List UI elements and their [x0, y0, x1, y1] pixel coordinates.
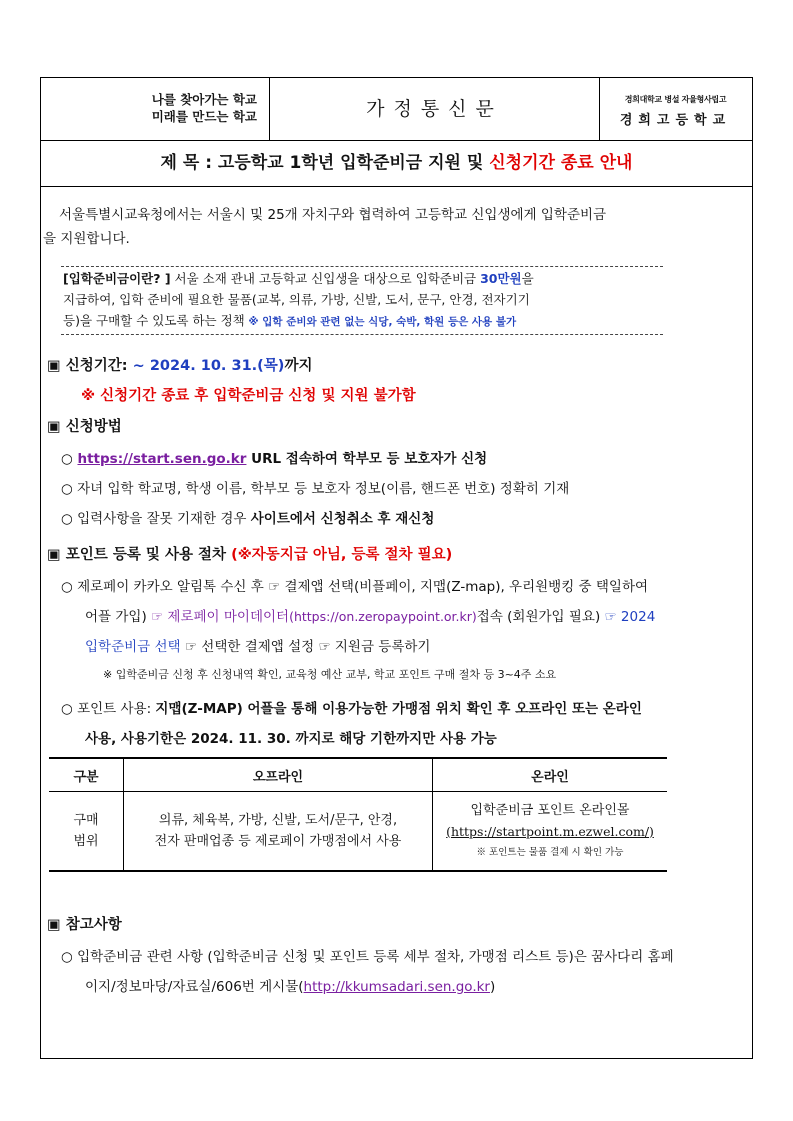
- points-step-year: 2024: [616, 609, 656, 625]
- row-label-line: 범위: [73, 834, 99, 849]
- points-step-select: 입학준비금 선택: [85, 639, 181, 655]
- intro-line-2: 을 지원합니다.: [43, 231, 130, 247]
- points-use-bold: 지맵(Z-MAP) 어플을 통해 이용가능한 가맹점 위치 확인 후 오프라인 또는 온라인: [155, 701, 642, 717]
- square-bullet-icon: ▣: [47, 547, 61, 563]
- definition-note: ※ 입학 준비와 관련 없는 식당, 숙박, 학원 등은 사용 불가: [244, 316, 517, 328]
- finger-icon: ☞: [268, 579, 281, 595]
- method-item-3-text: 입력사항을 잘못 기재한 경우: [77, 511, 251, 527]
- finger-icon: ☞: [184, 639, 197, 655]
- school-info: [599, 78, 752, 140]
- offline-cell: [124, 792, 433, 872]
- method-item-3: [61, 507, 434, 527]
- circle-bullet-icon: ○: [61, 579, 73, 595]
- definition-text-2: 을: [521, 271, 534, 286]
- reference-heading: [47, 913, 122, 934]
- period-suffix: 까지: [284, 358, 313, 374]
- online-line: 입학준비금 포인트 온라인몰: [470, 802, 630, 818]
- reference-text: ): [489, 979, 496, 995]
- school-name: 경희고등학교: [619, 113, 732, 128]
- finger-icon: ☞: [318, 639, 331, 655]
- school-subtitle: 경희대학교 병설 자율형사립고: [624, 95, 727, 104]
- square-bullet-icon: ▣: [47, 358, 61, 374]
- header: [41, 78, 752, 141]
- definition-label: [입학준비금이란? ]: [63, 271, 171, 286]
- points-step-line-3: [85, 635, 430, 655]
- reference-line-1: [61, 945, 674, 965]
- online-cell: [433, 792, 668, 872]
- points-use-line-2: 사용, 사용기한은 2024. 11. 30. 까지로 해당 기한까지만 사용 가능: [85, 731, 497, 747]
- intro-line-1: 서울특별시교육청에서는 서울시 및 25개 자치구와 협력하여 고등학교 신입생에게 입학준비금: [59, 207, 607, 223]
- method-item-2: [61, 477, 569, 497]
- kkumsadari-link[interactable]: http://kkumsadari.sen.go.kr: [303, 979, 490, 995]
- square-bullet-icon: ▣: [47, 419, 61, 435]
- definition-box: [61, 266, 663, 335]
- circle-bullet-icon: ○: [61, 701, 73, 717]
- period-label: 신청기간:: [65, 358, 128, 374]
- finger-icon: ☞: [604, 609, 617, 625]
- method-item-3-bold: 사이트에서 신청취소 후 재신청: [250, 511, 435, 527]
- square-bullet-icon: ▣: [47, 917, 61, 933]
- notice-title: [41, 140, 752, 187]
- slogan-line-2: 미래를 만드는 학교: [151, 109, 257, 124]
- circle-bullet-icon: ○: [61, 949, 73, 965]
- finger-icon: ☞: [151, 609, 164, 625]
- points-use-line-1: [61, 697, 642, 717]
- online-note: ※ 포인트는 물품 결제 시 확인 가능: [476, 846, 624, 858]
- circle-bullet-icon: ○: [61, 451, 73, 467]
- offline-line: 의류, 체육복, 가방, 신발, 도서/문구, 안경,: [158, 813, 398, 828]
- reference-text: 이지/정보마당/자료실/606번 게시물(: [85, 979, 304, 995]
- row-label: [49, 792, 124, 872]
- definition-text-1: 서울 소재 관내 고등학교 신입생을 대상으로 입학준비금: [170, 271, 481, 286]
- points-use-label: 포인트 사용:: [77, 701, 156, 717]
- school-slogan: [41, 78, 270, 140]
- circle-bullet-icon: ○: [61, 511, 73, 527]
- doc-title: 가정통신문: [270, 78, 600, 140]
- definition-amount: 30만원: [480, 271, 522, 286]
- table-header: 구분: [49, 758, 124, 792]
- definition-line-3: 등)을 구매할 수 있도록 하는 정책: [63, 313, 245, 328]
- slogan-line-1: 나를 찾아가는 학교: [151, 92, 257, 107]
- method-heading-text: 신청방법: [65, 419, 122, 435]
- points-step-line-2: [85, 605, 655, 625]
- points-step-text: 제로페이 카카오 알림톡 수신 후: [77, 579, 269, 595]
- online-url[interactable]: (https://startpoint.m.ezwel.com/): [446, 823, 654, 839]
- points-step-line-1: [61, 575, 648, 595]
- method-item-2-text: 자녀 입학 학교명, 학생 이름, 학부모 등 보호자 정보(이름, 핸드폰 번호) 정확히 기재: [77, 481, 570, 497]
- reference-line-2: [85, 975, 495, 995]
- table-header: 온라인: [433, 758, 668, 792]
- table-header-row: [49, 758, 667, 792]
- reference-text: 입학준비금 관련 사항 (입학준비금 신청 및 포인트 등록 세부 절차, 가맹점 리스트 등)은 꿈사다리 홈페: [77, 949, 674, 965]
- points-step-text: 선택한 결제앱 설정: [196, 639, 319, 655]
- period-heading: [47, 354, 312, 375]
- circle-bullet-icon: ○: [61, 481, 73, 497]
- start-site-link[interactable]: https://start.sen.go.kr: [77, 451, 247, 467]
- points-step-text: 결제앱 선택(비플페이, 지맵(Z-map), 우리원뱅킹 중 택일하여: [280, 579, 649, 595]
- table-header: 오프라인: [124, 758, 433, 792]
- notice-page: [40, 77, 753, 1059]
- zeropay-mydata: 제로페이 마이데이터: [163, 609, 290, 625]
- points-note: ※ 입학준비금 신청 후 신청내역 확인, 교육청 예산 교부, 학교 포인트 구매 절차 등 3~4주 소요: [103, 668, 557, 681]
- method-heading: [47, 415, 122, 436]
- title-highlight: 신청기간 종료 안내: [489, 153, 633, 173]
- definition-line-2: 지급하여, 입학 준비에 필요한 물품(교복, 의류, 가방, 신발, 도서, 문구, 안경, 전자기기: [63, 292, 530, 307]
- reference-heading-text: 참고사항: [65, 917, 122, 933]
- method-item-1-text: URL 접속하여 학부모 등 보호자가 신청: [246, 451, 488, 467]
- points-heading-text: 포인트 등록 및 사용 절차: [65, 547, 232, 563]
- offline-line: 전자 판매업종 등 제로페이 가맹점에서 사용: [154, 834, 402, 849]
- period-warning: ※ 신청기간 종료 후 입학준비금 신청 및 지원 불가함: [81, 388, 416, 404]
- period-value: ~ 2024. 10. 31.(목): [127, 358, 285, 374]
- points-step-text: 접속 (회원가입 필요): [476, 609, 605, 625]
- table-row: [49, 792, 667, 872]
- purchase-scope-table: [49, 757, 667, 872]
- points-step-text: 어플 가입): [85, 609, 152, 625]
- points-step-text: 지원금 등록하기: [330, 639, 431, 655]
- title-prefix: 제 목 : 고등학교 1학년 입학준비금 지원 및: [160, 153, 490, 173]
- method-item-1: [61, 447, 487, 467]
- row-label-line: 구매: [73, 813, 99, 828]
- zeropay-url[interactable]: (https://on.zeropaypoint.or.kr): [289, 609, 477, 624]
- points-heading: [47, 543, 452, 564]
- points-heading-note: (※자동지급 아님, 등록 절차 필요): [231, 547, 453, 563]
